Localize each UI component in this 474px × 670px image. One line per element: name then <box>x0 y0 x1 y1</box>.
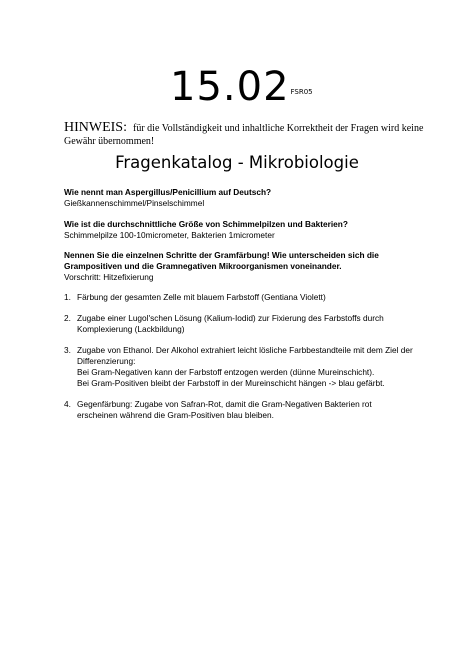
step-number: 2. <box>64 313 71 323</box>
step-number: 3. <box>64 345 71 355</box>
step-subtext: Bei Gram-Positiven bleibt der Farbstoff in der Mureinschicht hängen -> blau gefärbt. <box>77 378 385 388</box>
question-block-3 <box>64 250 414 283</box>
notice-label: HINWEIS: <box>64 120 127 135</box>
notice-text: für die Vollständigkeit und inhaltliche Korrektheit der Fragen wird keine Gewähr übernommen! <box>64 123 424 147</box>
step-number: 1. <box>64 292 71 302</box>
step-item-1 <box>64 292 414 303</box>
step-text: Färbung der gesamten Zelle mit blauem Farbstoff (Gentiana Violett) <box>77 292 326 302</box>
question-block-1 <box>64 187 414 209</box>
step-item-4 <box>64 399 414 421</box>
answer-text: Schimmelpilze 100-10micrometer, Bakterien 1micrometer <box>64 230 275 240</box>
question-text: Wie nennt man Aspergillus/Penicillium auf Deutsch? <box>64 187 272 197</box>
question-text: Nennen Sie die einzelnen Schritte der Gramfärbung! Wie unterscheiden sich die Grampositiven und die Gramnegativen Mikroorganismen voneinander. <box>64 250 379 271</box>
question-block-2 <box>64 219 414 241</box>
page-title: Fragenkatalog - Mikrobiologie <box>115 153 359 172</box>
step-number: 4. <box>64 399 71 409</box>
course-code: FSR05 <box>290 88 313 96</box>
date-header <box>170 64 313 110</box>
step-subtext: Bei Gram-Negativen kann der Farbstoff entzogen werden (dünne Mureinschicht). <box>77 367 375 377</box>
gram-stain-steps <box>64 292 414 431</box>
answer-text: Vorschritt: Hitzefixierung <box>64 272 154 282</box>
date-text: 15.02 <box>170 64 290 110</box>
notice <box>64 121 424 148</box>
answer-text: Gießkannenschimmel/Pinselschimmel <box>64 198 205 208</box>
step-text: Zugabe einer Lugol'schen Lösung (Kalium-Iodid) zur Fixierung des Farbstoffs durch Komplexierung (Lackbildung) <box>77 313 384 334</box>
step-text: Zugabe von Ethanol. Der Alkohol extrahiert leicht lösliche Farbbestandteile mit dem Ziel der Differenzierung: <box>77 345 413 366</box>
step-item-3 <box>64 345 414 389</box>
step-item-2 <box>64 313 414 335</box>
step-text: Gegenfärbung: Zugabe von Safran-Rot, damit die Gram-Negativen Bakterien rot erscheinen während die Gram-Positiven blau bleiben. <box>77 399 372 420</box>
question-text: Wie ist die durchschnittliche Größe von Schimmelpilzen und Bakterien? <box>64 219 348 229</box>
